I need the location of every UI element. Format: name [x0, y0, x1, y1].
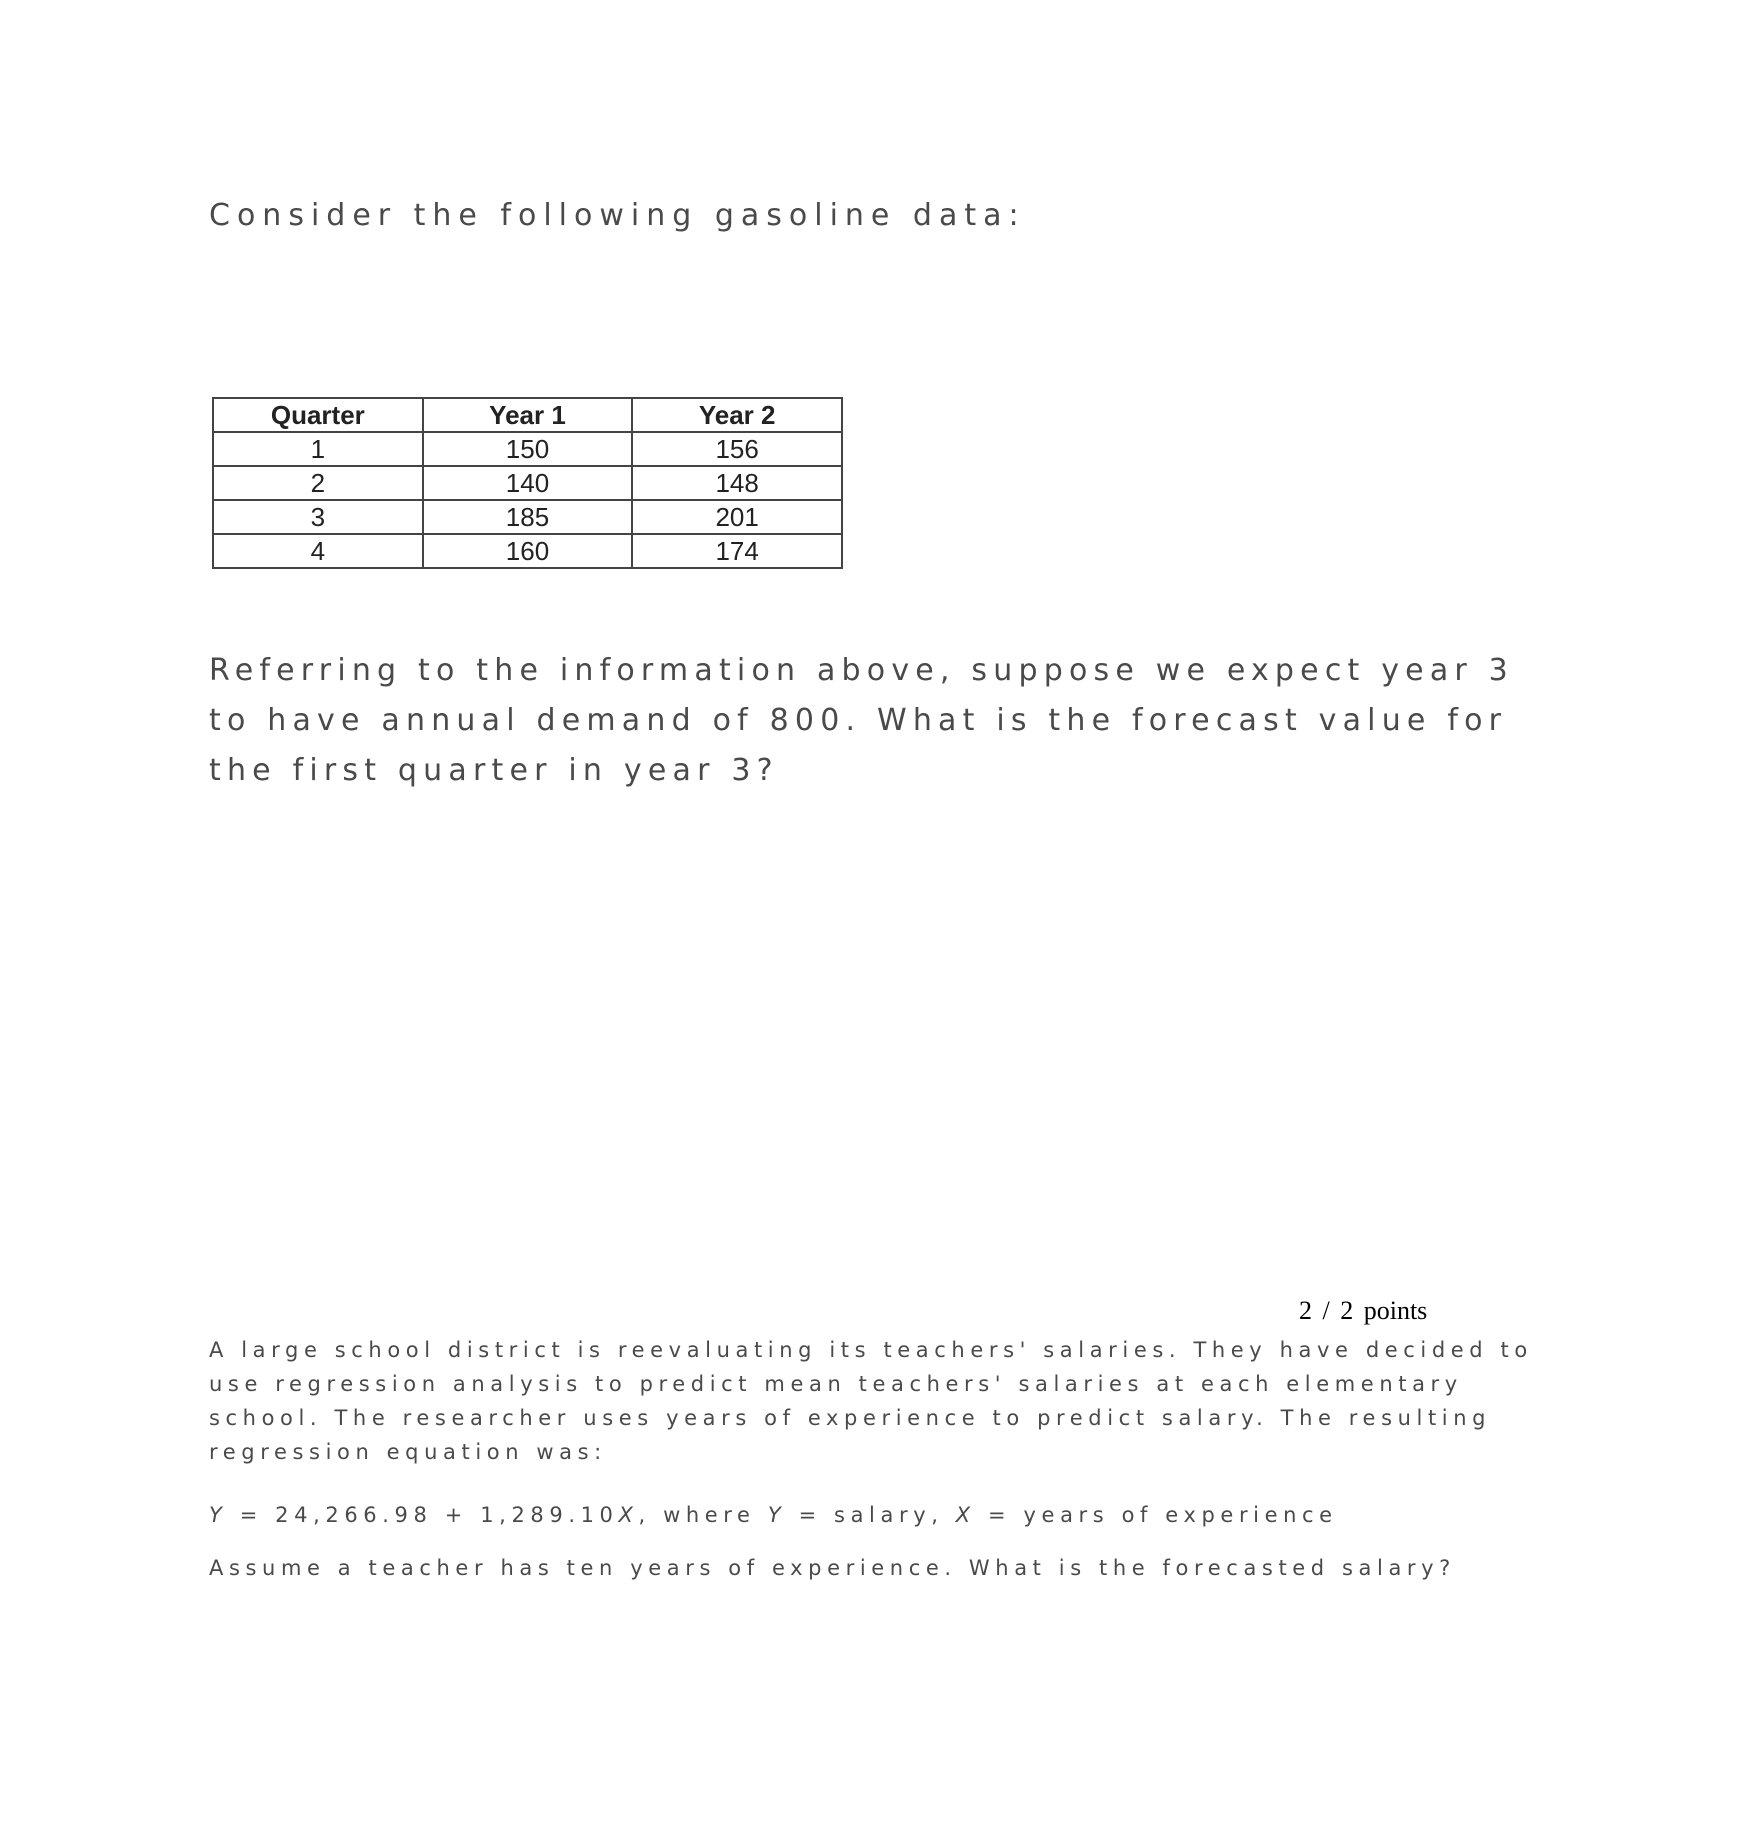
question-2-prompt: Assume a teacher has ten years of experience. What is the forecasted salary? — [209, 1556, 1456, 1580]
table-cell-year-2: 156 — [632, 432, 842, 466]
equation-x-variable-def: X — [955, 1503, 976, 1527]
question-1-prompt: Referring to the information above, suppose we expect year 3 to have annual demand of 800. What is the forecast value for the first quarter in year 3? — [209, 653, 1514, 788]
question-2-body: A large school district is reevaluating its teachers' salaries. They have decided to use regression analysis to predict mean teachers' salaries at each elementary school. The researcher uses years of experience to predict salary. The resulting regression equation was: — [209, 1338, 1533, 1464]
table-header-quarter: Quarter — [213, 398, 423, 432]
table-cell-year-1: 160 — [423, 534, 633, 568]
table-cell-quarter: 4 — [213, 534, 423, 568]
gasoline-data-table — [212, 397, 843, 569]
table-cell-quarter: 3 — [213, 500, 423, 534]
regression-equation — [209, 1503, 1338, 1527]
table-cell-quarter: 1 — [213, 432, 423, 466]
table-row — [213, 432, 842, 466]
table-header-row — [213, 398, 842, 432]
table-cell-year-1: 140 — [423, 466, 633, 500]
equation-years-definition: = years of experience — [975, 1503, 1338, 1527]
table-cell-year-2: 148 — [632, 466, 842, 500]
table-cell-year-1: 185 — [423, 500, 633, 534]
table-row — [213, 466, 842, 500]
table-header-year-2: Year 2 — [632, 398, 842, 432]
table-cell-quarter: 2 — [213, 466, 423, 500]
table-header-year-1: Year 1 — [423, 398, 633, 432]
table-cell-year-2: 201 — [632, 500, 842, 534]
equation-where: , where — [638, 1503, 768, 1527]
equation-y-variable: Y — [209, 1503, 228, 1527]
table-row — [213, 500, 842, 534]
equation-x-variable: X — [618, 1503, 639, 1527]
question-1-intro: Consider the following gasoline data: — [209, 198, 1026, 233]
equation-y-variable-def: Y — [767, 1503, 787, 1527]
points-score: 2 / 2 points — [1299, 1296, 1428, 1325]
table-cell-year-1: 150 — [423, 432, 633, 466]
equation-expression: = 24,266.98 + 1,289.10 — [227, 1503, 619, 1527]
table-row — [213, 534, 842, 568]
table-cell-year-2: 174 — [632, 534, 842, 568]
equation-salary-definition: = salary, — [786, 1503, 956, 1527]
